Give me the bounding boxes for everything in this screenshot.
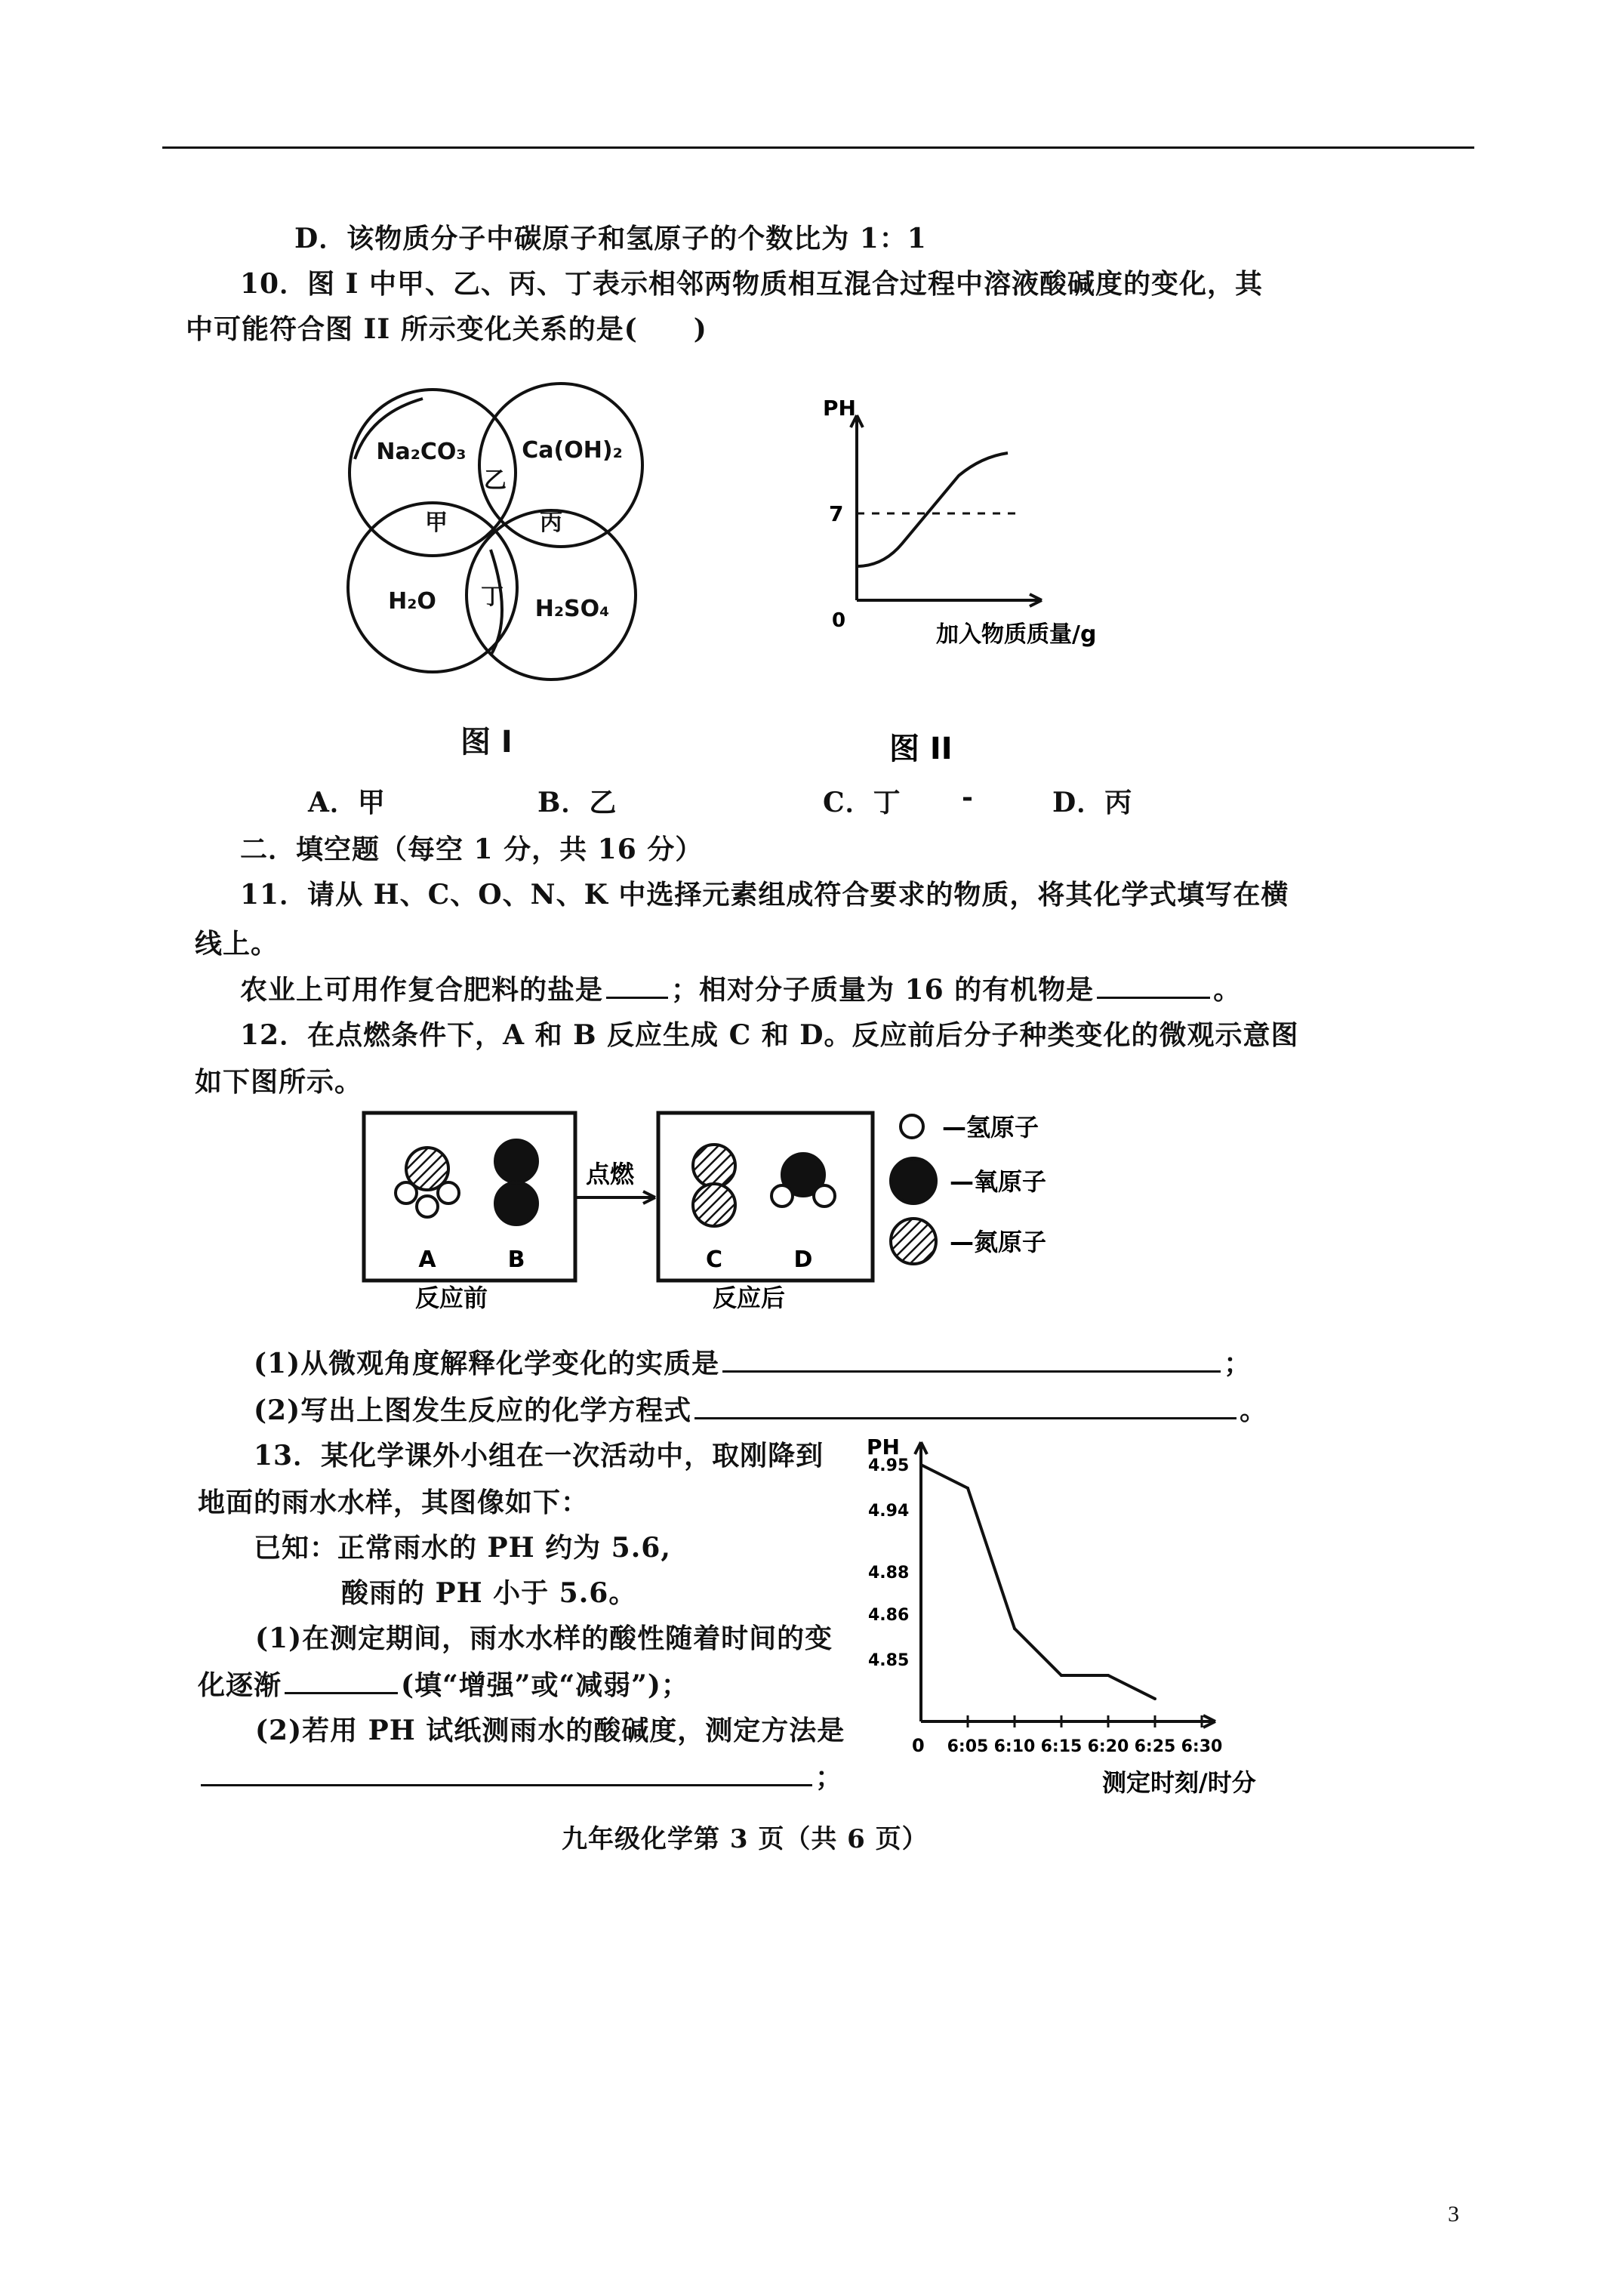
chart-series-line [921, 1465, 1155, 1699]
region-bing: 丙 [540, 510, 562, 536]
legend-nitrogen-symbol [891, 1219, 936, 1264]
molecule-c-nitrogen-1 [693, 1145, 735, 1187]
label-a: A [418, 1247, 436, 1273]
region-jia: 甲 [425, 510, 448, 536]
stray-mark: - [962, 781, 974, 813]
figure-2-origin: 0 [832, 609, 846, 632]
molecule-b-oxygen-2 [495, 1182, 537, 1225]
q13-blank-2[interactable] [201, 1784, 812, 1786]
figure-2-ylabel: PH [823, 396, 856, 421]
figure-1-venn [332, 368, 679, 829]
label-na2co3: Na₂CO₃ [376, 439, 467, 465]
chart-data-point [1013, 1627, 1016, 1630]
molecule-d-hydrogen-2 [814, 1185, 835, 1207]
label-h2o: H₂O [388, 588, 436, 615]
q12-line1: 12．在点燃条件下，A 和 B 反应生成 C 和 D。反应前后分子种类变化的微观示意图 [240, 1019, 1299, 1051]
q11-line3-c: 。 [1213, 974, 1242, 1006]
chart-x-tick-label: 6:30 [1181, 1737, 1223, 1756]
chart-x-tick-label: 6:05 [947, 1737, 989, 1756]
legend-nitrogen: —氮原子 [950, 1228, 1047, 1256]
q12-sub2-end: 。 [1240, 1395, 1268, 1426]
q13-line8-end: ； [815, 1761, 844, 1793]
q10-option-b: B．乙 [537, 787, 617, 818]
q12-sub1-text: (1)从微观角度解释化学变化的实质是 [254, 1348, 720, 1379]
q9-option-d: D．该物质分子中碳原子和氢原子的个数比为 1：1 [294, 223, 927, 254]
region-yi: 乙 [484, 467, 507, 494]
q11-line2: 线上。 [195, 928, 279, 960]
box-after [658, 1113, 873, 1281]
caption-after: 反应后 [713, 1284, 786, 1312]
q13-line8 [198, 1756, 843, 1795]
figure-2-curve [857, 453, 1008, 566]
chart-y-tick-label: 4.86 [868, 1606, 910, 1625]
chart-data-point [1153, 1697, 1156, 1700]
legend-hydrogen-symbol [901, 1115, 923, 1138]
chart-y-tick-label: 4.95 [868, 1456, 910, 1475]
molecule-a-hydrogen-1 [396, 1182, 417, 1203]
page-footer: 九年级化学第 3 页（共 6 页） [562, 1824, 929, 1854]
figure-1-caption: 图 I [460, 725, 513, 760]
q11-line3-b: ；相对分子质量为 16 的有机物是 [671, 974, 1095, 1006]
q13-line2: 地面的雨水水样，其图像如下： [198, 1487, 590, 1518]
q12-sub2-text: (2)写出上图发生反应的化学方程式 [254, 1395, 692, 1426]
label-c: C [705, 1247, 723, 1273]
section-2-heading: 二．填空题（每空 1 分，共 16 分） [240, 834, 704, 865]
q12-line2: 如下图所示。 [195, 1066, 363, 1098]
q11-line3 [240, 969, 1241, 1007]
q10-option-d: D．丙 [1052, 787, 1133, 818]
q10-option-a: A．甲 [308, 787, 386, 818]
q13-line6 [198, 1664, 689, 1703]
chart-x-tick-label: 6:25 [1134, 1737, 1176, 1756]
chart-data-point [966, 1487, 969, 1490]
chart-x-tick-label: 6:20 [1087, 1737, 1129, 1756]
q13-line5: (1)在测定期间，雨水水样的酸性随着时间的变 [255, 1623, 833, 1654]
label-caoh2: Ca(OH)₂ [522, 437, 623, 464]
arrow-label: 点燃 [586, 1160, 635, 1188]
q12-molecule-diagram [355, 1102, 1147, 1321]
figure-2-xlabel: 加入物质质量/g [936, 621, 1097, 648]
q13-line1: 13．某化学课外小组在一次活动中，取刚降到 [254, 1440, 824, 1472]
molecule-d-hydrogen-1 [771, 1185, 793, 1207]
molecule-a-hydrogen-2 [438, 1182, 459, 1203]
q13-ph-chart [853, 1419, 1306, 1812]
q12-sub1-end: ； [1224, 1348, 1252, 1379]
caption-before: 反应前 [415, 1284, 488, 1312]
q11-blank-2[interactable] [1097, 997, 1210, 999]
figure-2-ref-label: 7 [829, 501, 844, 526]
chart-y-tick-label: 4.94 [868, 1502, 910, 1521]
label-d: D [793, 1247, 813, 1273]
region-ding: 丁 [481, 584, 504, 610]
figure-2-caption: 图 II [889, 732, 953, 766]
chart-x-tick-label: 6:15 [1040, 1737, 1083, 1756]
page-number: 3 [1448, 2202, 1459, 2227]
legend-hydrogen: —氢原子 [942, 1113, 1039, 1142]
chart-y-tick-label: 4.85 [868, 1651, 910, 1670]
chart-origin: 0 [912, 1735, 925, 1756]
q10-option-c: C．丁 [823, 787, 901, 818]
molecule-c-nitrogen-2 [693, 1184, 735, 1226]
q11-blank-1[interactable] [606, 997, 668, 999]
q11-line3-a: 农业上可用作复合肥料的盐是 [240, 974, 604, 1006]
label-b: B [507, 1247, 525, 1273]
chart-data-point [1060, 1674, 1063, 1677]
q10-stem-line1: 10．图 I 中甲、乙、丙、丁表示相邻两物质相互混合过程中溶液酸碱度的变化，其 [240, 268, 1264, 300]
chart-xlabel: 测定时刻/时分 [1102, 1768, 1256, 1797]
header-rule [162, 146, 1474, 149]
q13-line3: 已知：正常雨水的 PH 约为 5.6, [254, 1532, 671, 1564]
chart-y-tick-label: 4.88 [868, 1564, 910, 1583]
chart-x-tick-label: 6:10 [993, 1737, 1036, 1756]
legend-oxygen-symbol [891, 1158, 936, 1203]
q13-line4: 酸雨的 PH 小于 5.6。 [341, 1577, 637, 1609]
label-h2so4: H₂SO₄ [534, 596, 610, 622]
q10-stem-line2: 中可能符合图 II 所示变化关系的是( ) [186, 313, 707, 345]
legend-oxygen: —氧原子 [950, 1167, 1047, 1196]
q13-line6-b: (填“增强”或“减弱”)； [401, 1669, 689, 1701]
chart-ylabel: PH [867, 1435, 900, 1459]
q13-line6-a: 化逐渐 [198, 1669, 282, 1701]
q13-blank-1[interactable] [285, 1692, 398, 1694]
q12-sub1 [254, 1342, 1252, 1381]
molecule-b-oxygen-1 [495, 1140, 537, 1182]
figure-2-ph-curve [815, 393, 1132, 770]
chart-data-point [1107, 1674, 1110, 1677]
q13-line7: (2)若用 PH 试纸测雨水的酸碱度，测定方法是 [255, 1715, 845, 1746]
chart-data-point [919, 1463, 922, 1466]
molecule-a-hydrogen-3 [417, 1196, 438, 1217]
q12-sub1-blank[interactable] [722, 1370, 1221, 1373]
q11-line1: 11．请从 H、C、O、N、K 中选择元素组成符合要求的物质，将其化学式填写在横 [240, 879, 1289, 911]
